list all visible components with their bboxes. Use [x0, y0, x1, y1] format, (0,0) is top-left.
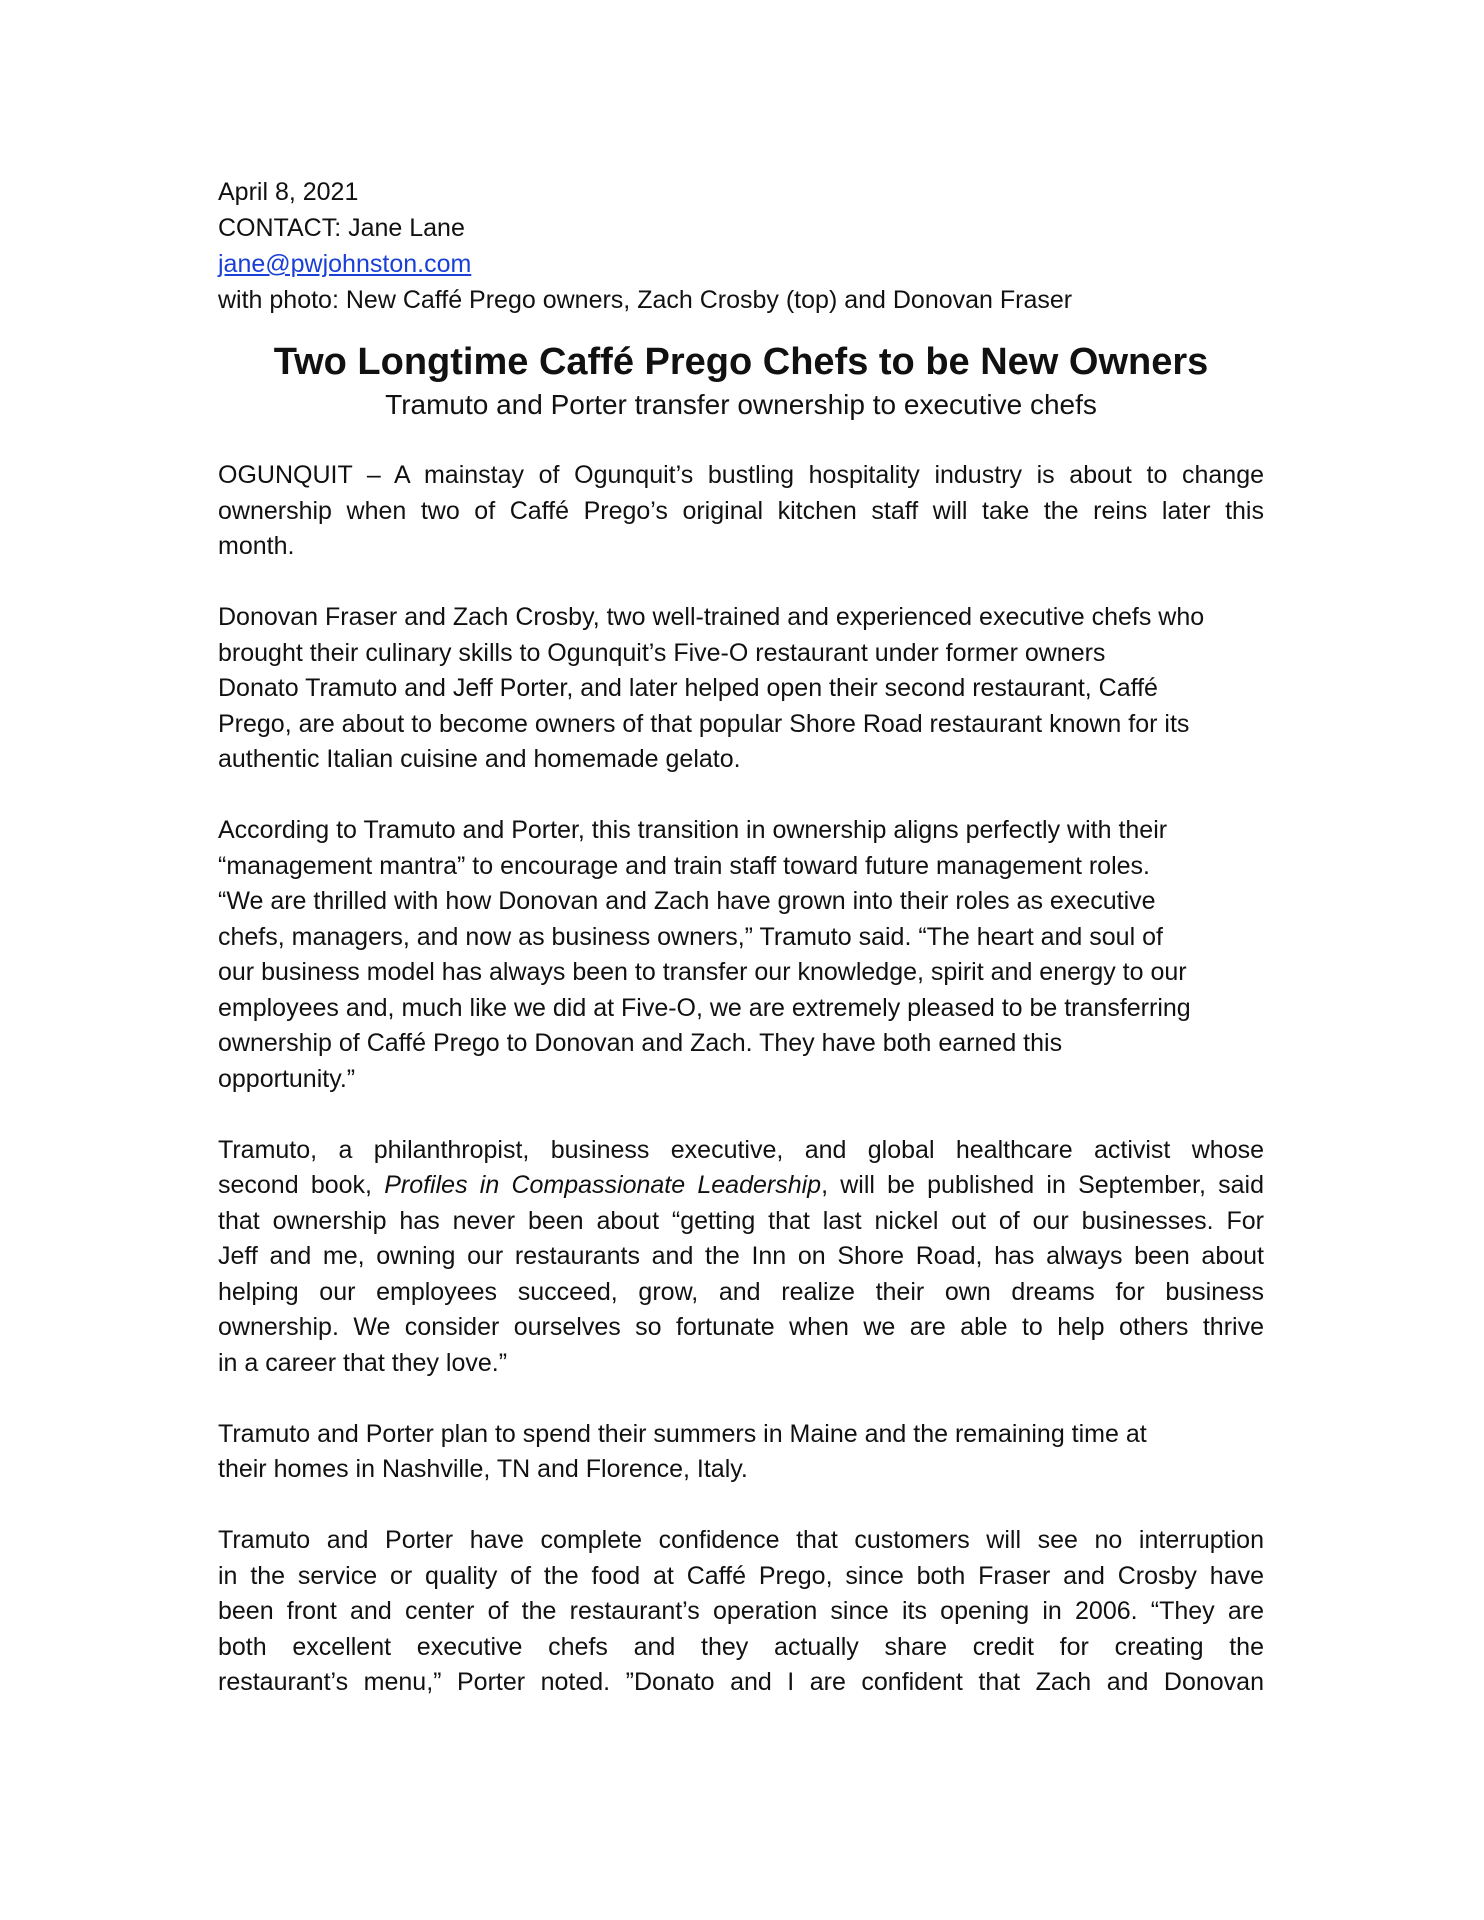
paragraph-6: [218, 1523, 1264, 1701]
headline: Two Longtime Caffé Prego Chefs to be New Owners: [273, 341, 1209, 383]
text-line: “management mantra” to encourage and train staff toward future management roles.: [218, 851, 1150, 880]
text-line: chefs, managers, and now as business owners,” Tramuto said. “The heart and soul of: [218, 922, 1163, 951]
text-line-with-book-title: [218, 1168, 1264, 1204]
text-line: month.: [218, 532, 295, 560]
text-line: Tramuto and Porter plan to spend their summers in Maine and the remaining time at: [218, 1419, 1147, 1448]
text-line: both excellent executive chefs and they actually share credit for creating the: [218, 1632, 1264, 1661]
book-title: Profiles in Compassionate Leadership: [384, 1171, 822, 1199]
text-line: brought their culinary skills to Ogunquit’s Five-O restaurant under former owners: [218, 638, 1106, 667]
paragraph-3: [218, 813, 1264, 1097]
text-line: opportunity.”: [218, 1064, 356, 1093]
text-line: that ownership has never been about “getting that last nickel out of our businesses. For: [218, 1206, 1264, 1235]
subheadline: Tramuto and Porter transfer ownership to executive chefs: [385, 389, 1097, 420]
article-text: [218, 458, 1264, 1701]
text-line: in a career that they love.”: [218, 1348, 508, 1377]
text-line: Donato Tramuto and Jeff Porter, and later helped open their second restaurant, Caffé: [218, 674, 1158, 702]
text-line: According to Tramuto and Porter, this transition in ownership aligns perfectly with their: [218, 816, 1168, 844]
paragraph-4: [218, 1133, 1264, 1382]
document-body: [218, 174, 1264, 1736]
text-line: OGUNQUIT – A mainstay of Ogunquit’s bustling hospitality industry is about to change: [218, 461, 1264, 489]
text-line: their homes in Nashville, TN and Florence, Italy.: [218, 1455, 748, 1483]
text-line: “We are thrilled with how Donovan and Zach have grown into their roles as executive: [218, 887, 1156, 915]
photo-caption-note: with photo: New Caffé Prego owners, Zach Crosby (top) and Donovan Fraser: [218, 286, 1073, 314]
text-line: authentic Italian cuisine and homemade gelato.: [218, 745, 741, 773]
text-fragment: second book,: [218, 1171, 385, 1199]
paragraph-2: [218, 600, 1264, 778]
text-line: ownership. We consider ourselves so fortunate when we are able to help others thrive: [218, 1313, 1264, 1341]
text-line: been front and center of the restaurant’s operation since its opening in 2006. “They are: [218, 1597, 1264, 1625]
text-line: our business model has always been to transfer our knowledge, spirit and energy to our: [218, 958, 1187, 986]
text-line: Prego, are about to become owners of that popular Shore Road restaurant known for its: [218, 709, 1190, 738]
paragraph-1: [218, 458, 1264, 565]
text-line: Donovan Fraser and Zach Crosby, two well-trained and experienced executive chefs who: [218, 603, 1205, 631]
contact-email-link[interactable]: jane@pwjohnston.com: [218, 250, 472, 278]
text-line: Tramuto, a philanthropist, business executive, and global healthcare activist whose: [218, 1135, 1264, 1164]
text-line: in the service or quality of the food at Caffé Prego, since both Fraser and Crosby have: [218, 1561, 1264, 1590]
release-date: April 8, 2021: [218, 178, 359, 206]
text-line: ownership when two of Caffé Prego’s original kitchen staff will take the reins later this: [218, 496, 1264, 525]
text-fragment: , will be published in September, said: [821, 1171, 1264, 1199]
text-line: ownership of Caffé Prego to Donovan and Zach. They have both earned this: [218, 1029, 1063, 1057]
contact-line: CONTACT: Jane Lane: [218, 214, 465, 242]
text-line: Jeff and me, owning our restaurants and the Inn on Shore Road, has always been about: [218, 1242, 1264, 1270]
release-header: [218, 174, 1264, 318]
text-line: Tramuto and Porter have complete confidence that customers will see no interruption: [218, 1526, 1264, 1554]
text-line: restaurant’s menu,” Porter noted. ”Donato and I are confident that Zach and Donovan: [218, 1668, 1264, 1696]
paragraph-5: [218, 1417, 1264, 1488]
text-line: helping our employees succeed, grow, and realize their own dreams for business: [218, 1277, 1264, 1306]
text-line: employees and, much like we did at Five-O, we are extremely pleased to be transferring: [218, 993, 1191, 1022]
contact-email-row: [218, 246, 1264, 282]
